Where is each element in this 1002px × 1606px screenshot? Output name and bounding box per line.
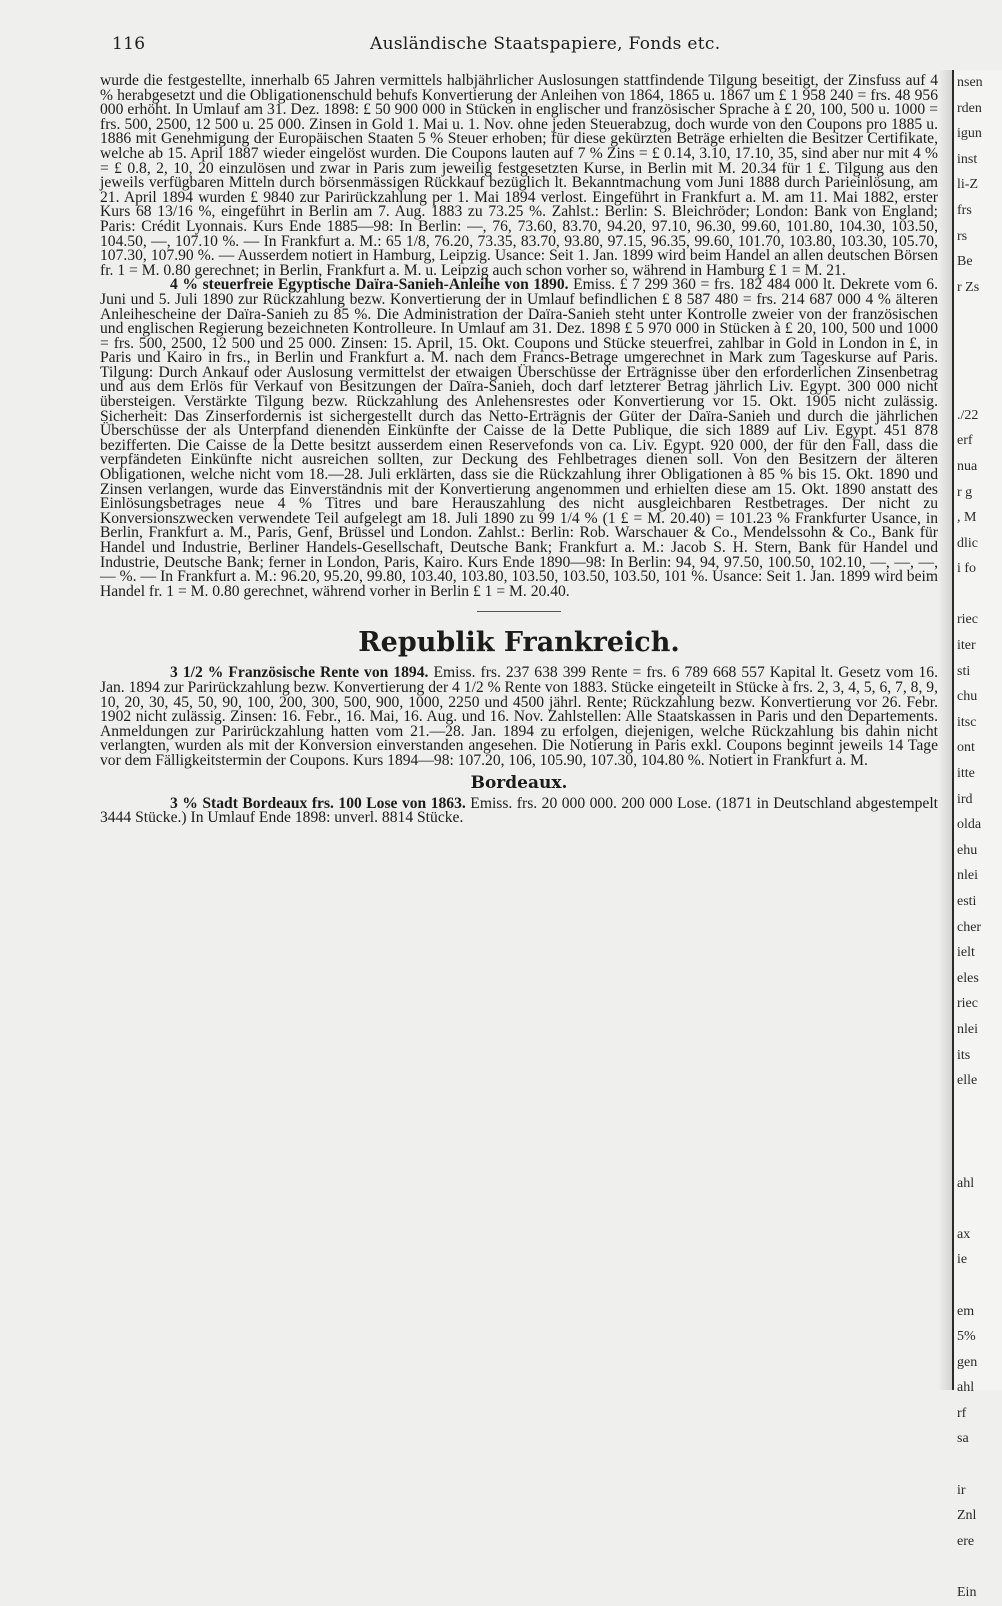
facing-page-fragment: ax [957,1226,971,1242]
daira-loan-text: Emiss. £ 7 299 360 = frs. 182 484 000 lt. Dekrete vom 6. Juni und 5. Juli 1890 zur Rückzahlung bezw. Konvertierung der in Umlauf befindlichen £ 8 587 480 = frs. 214 687 000 4 % älteren Anleihescheine der Daïra-Sanieh zu 85 %. Die Administration der Daïra-Sanieh steht unter Kontrolle zweier von der französischen und englischen Regierung bezeichneten Kontrolleure. In Umlauf am 31. Dez. 1898 £ 5 970 000 in Stücken à £ 20, 100, 500 und 1000 = frs. 500, 2500, 12 500 und 25 000. Zinsen: 15. April, 15. Okt. Coupons und Stücke steuerfrei, zahlbar in Gold in London in £, in Paris und Kairo in frs., in Berlin und Frankfurt a. M. nach dem Francs-Betrage umgerechnet in Mark zum Tageskurse auf Paris. Tilgung: Durch Ankauf oder Auslosung vermittelst der etwaigen Überschüsse der Erträgnisse über den erforderlichen Zinsenbetrag und aus dem Erlös für Verkauf von Besitzungen der Daïra-Sanieh, doch darf letzterer Betrag jährlich Liv. Egypt. 300 000 nicht übersteigen. Verstärkte Tilgung bezw. Rückzahlung des Anlehensrestes oder Konvertierung vor 15. Okt. 1905 nicht zulässig. Sicherheit: Das Zinserfordernis ist sichergestellt durch das Netto-Erträgnis der Güter der Daïra-Sanieh und durch die jährlichen Überschüsse der als Unterpfand dienenden Einkünfte der Caisse de la Dette Publique, die sich 1889 auf Liv. Egypt. 451 878 bezifferten. Die Caisse de la Dette besitzt ausserdem einen Reservefonds von ca. Liv. Egypt. 920 000, der für den Fall, dass die verpfändeten Einkünfte nicht ausreichen sollten, zur Deckung des Fehlbetrages dienen soll. Von den Besitzern der älteren Obligationen, welche nicht vom 18.—28. Juli erklärten, dass sie die Rückzahlung ihrer Obligationen à 85 % bis 15. Okt. 1890 und Zinsen verlangen, wurde das Einverständnis mit der Konvertierung angenommen und erhielten diese am 15. Okt. 1890 anstatt des Einlösungsbetrages neue 4 % Titres und bare Herauszahlung des nicht ausgleichbaren Restbetrages. Der nicht zu Konversionszwecken verwendete Teil aufgelegt am 18. Juli 1890 zu 99 1/4 % (1 £ = M. 20.40) = 101.23 % Frankfurter Usance, in Berlin, Frankfurt a. M., Paris, Genf, Brüssel und London. Zahlst.: Berlin: Rob. Warschauer & Co., Mendelssohn & Co., Bank für Handel und Industrie, Berliner Handels-Gesellschaft, Deutsche Bank; Frankfurt a. M.: Jacob S. H. Stern, Bank für Handel und Industrie, Deutsche Bank; ferner in London, Paris, Kairo. Kurs Ende 1890—98: In Berlin: 94, 94, 97.50, 100.50, 102.10, —, —, —, — %. — In Frankfurt a. M.: 96.20, 95.20, 99.80, 103.40, 103.80, 103.50, 103.50, 103.50, 101 %. Usance: Seit 1. Jan. 1899 wird beim Handel fr. 1 = M. 0.80 gerechnet, während vorher in Berlin £ 1 = M. 20.40. [100,276,938,600]
facing-page-fragment: esti [957,894,977,909]
facing-page-fragment [954,326,1002,352]
sub-heading-bordeaux: Bordeaux. [470,772,568,793]
facing-page-fragment: riec [957,996,978,1012]
section-heading-france: Republik Frankreich. [358,627,680,659]
egypt-continued-paragraph: wurde die festgestellte, innerhalb 65 Jahren vermittels halbjährlicher Auslosungen stattfindende Tilgung beseitigt, der Zinsfuss auf 4 % herabgesetzt und die Obligationenschuld behufs Konvertierung der Anleihen von 1864, 1865 u. 1867 um £ 1 958 240 = frs. 48 956 000 erhöht. In Umlauf am 31. Dez. 1898: £ 50 900 000 in Stücken in englischer und französischer Sprache à £ 20, 100, 500 u. 1000 = frs. 500, 2500, 12 500 u. 25 000. Zinsen in Gold 1. Mai u. 1. Nov. ohne jeden Steuerabzug, doch wurde von den Coupons pro 1885 u. 1886 mit Genehmigung der Europäischen Staaten 5 % Steuer erhoben; für diese gekürzten Beträge erhielten die Besitzer Certifikate, welche ab 15. April 1887 wieder eingelöst wurden. Die Coupons lauten auf 7 % Zins = £ 0.14, 3.10, 17.10, 35, sind aber nur mit 4 % = £ 0.8, 2, 10, 20 einzulösen und zwar in Paris zum jeweilig festgesetzten Kurse, in Berlin mit M. 20.34 für 1 £. Tilgung aus den jeweils verfügbaren Mitteln durch börsenmässigen Rückkauf bezüglich lt. Bekanntmachung vom Juni 1888 durch Parieinlösung, am 21. April 1894 wurden £ 9840 zur Parirückzahlung per 1. Mai 1894 verlost. Eingeführt in Frankfurt a. M. am 11. Mai 1882, erster Kurs 68 13/16 %, eingeführt in Berlin am 7. Aug. 1883 zu 73.25 %. Zahlst.: Berlin: S. Bleichröder; London: Bank von England; Paris: Crédit Lyonnais. Kurs Ende 1885—98: In Berlin: —, 76, 73.60, 83.70, 94.20, 97.10, 96.30, 99.60, 101.80, 104.30, 103.50, 104.50, —, 107.10 %. — In Frankfurt a. M.: 65 1/8, 76.20, 73.35, 83.70, 93.80, 97.15, 96.35, 99.60, 101.70, 103.80, 103.30, 105.70, 107.30, 107.90 %. — Ausserdem notiert in Hamburg, Leipzig. Usance: Seit 1. Jan. 1899 wird beim Handel an allen deutschen Börsen fr. 1 = M. 0.80 gerechnet; in Berlin, Frankfurt a. M. u. Leipzig auch schon vorher so, während in Hamburg £ 1 = M. 21. [100,72,938,279]
facing-page-fragment: cher [957,919,982,935]
facing-page-fragment: chu [957,689,978,705]
facing-page-fragment: iter [957,638,976,654]
facing-page-fragment: rs [957,228,968,244]
facing-page-fragment: em [957,1303,975,1319]
facing-page-fragment: erf [957,433,973,449]
facing-page-fragment: ie [957,1252,968,1268]
facing-page-fragment: itsc [957,714,977,730]
facing-page-fragment: , M [957,510,977,526]
facing-page-fragment: rf [957,1405,967,1421]
facing-page-fragment [954,1452,1002,1478]
facing-page-fragment: inst [957,151,978,167]
facing-page-fragment: sa [957,1431,969,1447]
bordeaux-text: Emiss. frs. 20 000 000. 200 000 Lose. (1871 in Deutschland abgestempelt 3444 Stücke.) In Umlauf Ende 1898: unverl. 8814 Stücke. [100,794,938,827]
french-rente-title: 3 1/2 % Französische Rente von 1894. [170,664,429,682]
facing-page-fragment [954,1196,1002,1222]
running-title: Ausländische Staatspapiere, Fonds etc. [370,34,721,54]
section-divider [477,611,561,612]
facing-page-fragment: eles [957,970,979,986]
facing-page-fragment: its [957,1047,971,1063]
running-header [100,30,938,60]
facing-page-fragment: Ein [957,1585,977,1601]
facing-page-fragment: frs [957,202,972,218]
facing-page-fragment [954,377,1002,403]
facing-page-fragment: itte [957,766,975,782]
facing-page-fragment: ielt [957,945,975,961]
daira-loan-entry [100,278,938,599]
facing-page-fragment [954,1273,1002,1299]
facing-page-fragment [954,1094,1002,1120]
binding-gutter [938,70,952,1390]
facing-page-fragment: li-Z [957,177,978,193]
facing-page-fragment: riec [957,612,978,628]
facing-page-fragment: Be [957,254,973,270]
facing-page-fragment: r Zs [957,279,980,295]
facing-page-fragment: gen [957,1354,978,1370]
facing-page-fragment: elle [957,1073,978,1089]
facing-page-fragment: olda [957,817,982,833]
facing-page-fragment [954,1145,1002,1171]
facing-page-fragment: dlic [957,535,978,551]
facing-page-edge [952,70,1002,1601]
facing-page-fragment: ahl [957,1175,975,1191]
facing-page-fragment [954,582,1002,608]
facing-page-fragment [954,300,1002,326]
facing-page-fragment: sti [957,663,971,679]
body-text [100,74,938,826]
facing-page-fragment: rden [957,100,982,116]
daira-loan-title: 4 % steuerfreie Egyptische Daïra-Sanieh-Anleihe von 1890. [170,276,569,294]
facing-page-fragment: r g [957,484,973,500]
facing-page-fragment: igun [957,126,982,142]
bordeaux-title: 3 % Stadt Bordeaux frs. 100 Lose von 1863. [170,794,466,812]
facing-page-fragment: nlei [957,868,978,884]
document-page [100,30,938,1400]
french-rente-entry [100,666,938,768]
facing-page-fragment: ./22 [957,407,979,423]
facing-page-fragment: ahl [957,1380,975,1396]
facing-page-fragment: ehu [957,842,978,858]
facing-page-fragment [954,352,1002,378]
facing-page-fragment [954,1119,1002,1145]
facing-page-fragment: ont [957,740,975,756]
facing-page-fragment: nlei [957,1021,978,1037]
bordeaux-entry [100,794,938,827]
facing-page-fragment: ere [957,1533,975,1549]
facing-page-fragment: nsen [957,75,983,90]
facing-page-fragment: ir [957,1482,966,1498]
facing-page-fragment: i fo [957,561,977,577]
facing-page-fragment: Znl [957,1508,977,1524]
french-rente-text: Emiss. frs. 237 638 399 Rente = frs. 6 789 668 557 Kapital lt. Gesetz vom 16. Jan. 1894 zur Parirückzahlung bezw. Konvertierung der 4 1/2 % Rente von 1883. Stücke eingeteilt in Stücke à frs. 2, 3, 4, 5, 6, 7, 8, 9, 10, 20, 30, 45, 50, 90, 100, 200, 300, 500, 900, 1000, 2250 und 4500 jährl. Rente; Rückzahlung bezw. Konvertierung vor 26. Febr. 1902 nicht zulässig. Zinsen: 16. Febr., 16. Mai, 16. Aug. und 16. Nov. Zahlstellen: Alle Staatskassen in Paris und den Departements. Anmeldungen zur Parirückzahlung hatten vom 21.—28. Jan. 1894 zu erfolgen, diejenigen, welche Rückzahlung bis dahin nicht verlangten, wurden als mit der Konversion einverstanden angesehen. Die Notierung in Paris exkl. Coupons beginnt jeweils 14 Tage vor dem Fälligkeitstermin der Coupons. Kurs 1894—98: 107.20, 106, 105.90, 107.30, 104.80 %. Notiert in Frankfurt a. M. [100,664,938,769]
facing-page-fragment: ird [957,791,973,807]
facing-page-fragment [954,1554,1002,1580]
facing-page-fragment: 5% [957,1329,976,1345]
facing-page-fragment: nua [957,458,978,474]
page-number: 116 [112,34,146,54]
